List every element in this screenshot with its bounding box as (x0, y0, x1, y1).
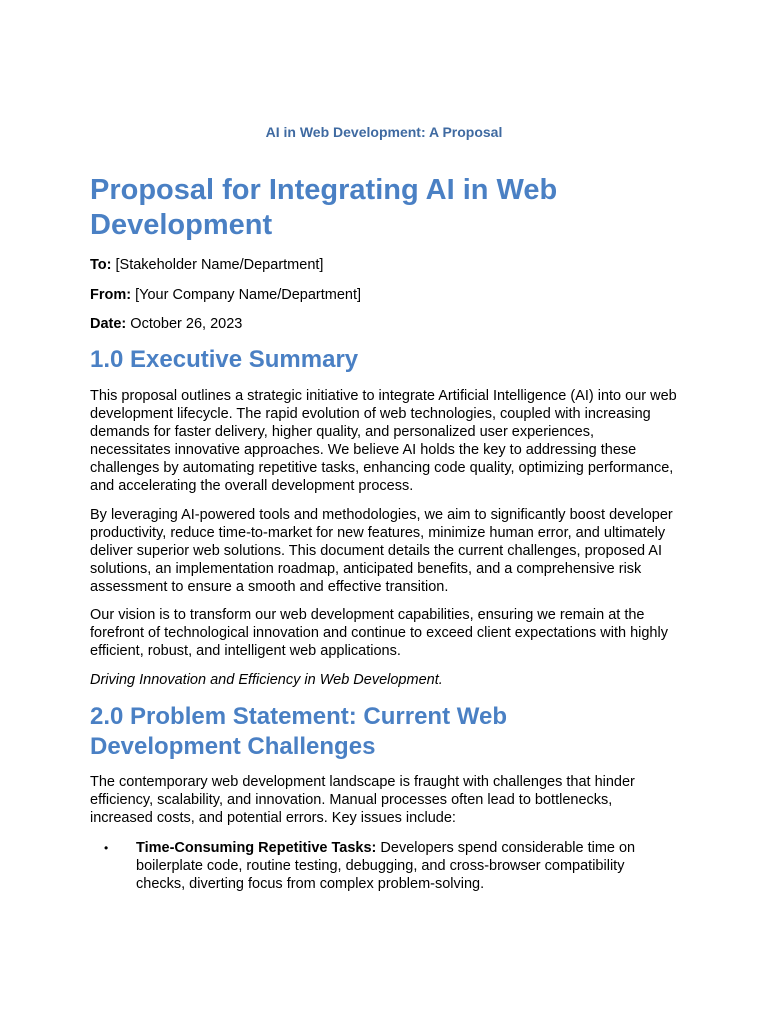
document-title: Proposal for Integrating AI in Web Development (90, 174, 558, 241)
meta-date (90, 315, 242, 333)
running-header: AI in Web Development: A Proposal (265, 124, 503, 140)
list-item-body: Developers spend considerable time on boilerplate code, routine testing, debugging, and cross-browser compatibility checks, diverting focus from complex problem-solving. (136, 840, 636, 892)
meta-to-value: [Stakeholder Name/Department] (115, 257, 324, 273)
paragraph: By leveraging AI-powered tools and methodologies, we aim to significantly boost developer productivity, reduce time-to-market for new features, minimize human error, and ultimately deliver superior web solutions. This document details the current challenges, proposed AI solutions, an implementation roadmap, anticipated benefits, and a comprehensive risk assessment to ensure a smooth and effective transition. (90, 507, 673, 595)
paragraph: This proposal outlines a strategic initiative to integrate Artificial Intelligence (AI) into our web development lifecycle. The rapid evolution of web technologies, coupled with increasing demands for faster delivery, higher quality, and personalized user experiences, necessitates innovative approaches. We believe AI holds the key to addressing these challenges by automating repetitive tasks, enhancing code quality, optimizing performance, and accelerating the overall development process. (90, 388, 677, 494)
list-item-label: Time-Consuming Repetitive Tasks: (136, 840, 377, 856)
bullet-icon: • (104, 841, 109, 855)
meta-from-value: [Your Company Name/Department] (135, 287, 362, 303)
paragraph: The contemporary web development landscape is fraught with challenges that hinder efficiency, scalability, and innovation. Manual processes often lead to bottlenecks, increased costs, and potential errors. Key issues include: (90, 774, 635, 826)
list-item-text (136, 839, 671, 893)
meta-date-label: Date: (90, 316, 127, 332)
meta-to-label: To: (90, 257, 112, 273)
meta-date-value: October 26, 2023 (130, 316, 243, 332)
meta-to (90, 256, 323, 274)
section-heading-executive-summary: 1.0 Executive Summary (90, 346, 359, 373)
section-heading-problem-statement: 2.0 Problem Statement: Current Web Development Challenges (90, 703, 507, 760)
meta-from-label: From: (90, 287, 132, 303)
meta-from (90, 286, 361, 304)
paragraph: Our vision is to transform our web development capabilities, ensuring we remain at the forefront of technological innovation and continue to exceed client expectations with highly efficient, robust, and intelligent web applications. (90, 607, 668, 659)
list-item (90, 839, 678, 893)
tagline: Driving Innovation and Efficiency in Web Development. (90, 672, 443, 688)
